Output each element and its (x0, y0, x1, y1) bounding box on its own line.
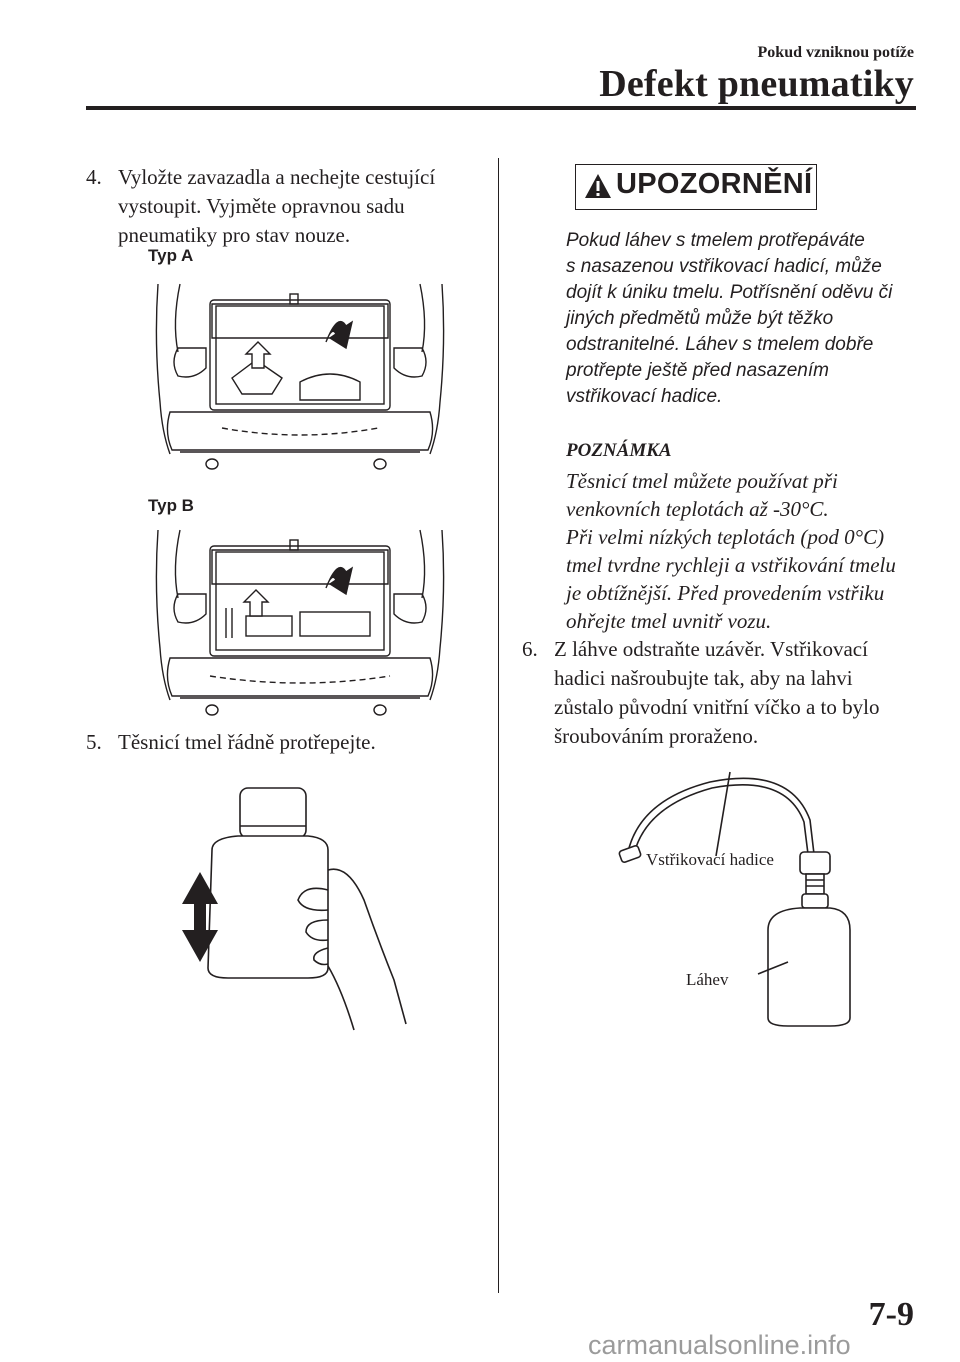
step-number: 5. (86, 730, 102, 754)
watermark-text: carmanualsonline.info (588, 1330, 851, 1360)
step-number: 6. (522, 637, 538, 661)
step-line: Vyložte zavazadla a nechejte cestující (118, 165, 436, 189)
header-divider (86, 106, 916, 110)
column-divider (498, 158, 499, 1293)
shake-bottle-illustration (178, 780, 408, 1032)
step-line: vystoupit. Vyjměte opravnou sadu (118, 194, 405, 218)
hose-bottle-illustration (610, 760, 870, 1030)
warning-text (566, 228, 906, 410)
note-line: je obtížnější. Před provedením vstřiku (566, 581, 885, 605)
section-title: Pokud vzniknou potíže (757, 44, 914, 61)
warning-line: protřepte ještě před nasazením (566, 360, 829, 381)
step-line: hadici našroubujte tak, aby na lahvi (554, 666, 853, 690)
label-typ-b: Typ B (148, 496, 194, 515)
step-line: pneumatiky pro stav nouze. (118, 223, 351, 247)
step-line: šroubováním proraženo. (554, 724, 759, 748)
note-title: POZNÁMKA (566, 440, 672, 461)
step-text (554, 635, 879, 751)
step-text (118, 163, 435, 250)
note-text (566, 467, 926, 635)
label-bottle: Láhev (686, 970, 729, 989)
note-line: Při velmi nízkých teplotách (pod 0°C) (566, 525, 885, 549)
step-line: Z láhve odstraňte uzávěr. Vstřikovací (554, 637, 868, 661)
warning-title: UPOZORNĚNÍ (616, 168, 813, 200)
label-typ-a: Typ A (148, 246, 194, 265)
step-line: zůstalo původní vnitřní víčko a to bylo (554, 695, 880, 719)
step-number: 4. (86, 165, 102, 189)
step-text (118, 728, 376, 757)
car-trunk-illustration-b (150, 528, 450, 720)
step-line: Těsnicí tmel řádně protřepejte. (118, 730, 376, 754)
note-line: ohřejte tmel uvnitř vozu. (566, 609, 772, 633)
warning-line: s nasazenou vstřikovací hadicí, může (566, 256, 882, 277)
step-5 (86, 728, 486, 758)
note-line: Těsnicí tmel můžete používat při (566, 469, 838, 493)
warning-triangle-icon (584, 172, 612, 200)
label-hose: Vstřikovací hadice (646, 850, 774, 869)
step-4 (86, 163, 486, 253)
warning-line: jiných předmětů může být těžko (566, 308, 834, 329)
warning-line: Pokud láhev s tmelem protřepáváte (566, 230, 865, 251)
car-trunk-illustration-a (150, 282, 450, 474)
warning-line: dojít k úniku tmelu. Potřísnění oděvu či (566, 282, 893, 303)
note-line: venkovních teplotách až -30°C. (566, 497, 829, 521)
page-number: 7-9 (868, 1296, 914, 1333)
step-6 (522, 635, 942, 755)
page-title: Defekt pneumatiky (599, 63, 914, 105)
warning-line: odstranitelné. Láhev s tmelem dobře (566, 334, 874, 355)
warning-line: vstřikovací hadice. (566, 386, 723, 407)
note-line: tmel tvrdne rychleji a vstřikování tmelu (566, 553, 896, 577)
